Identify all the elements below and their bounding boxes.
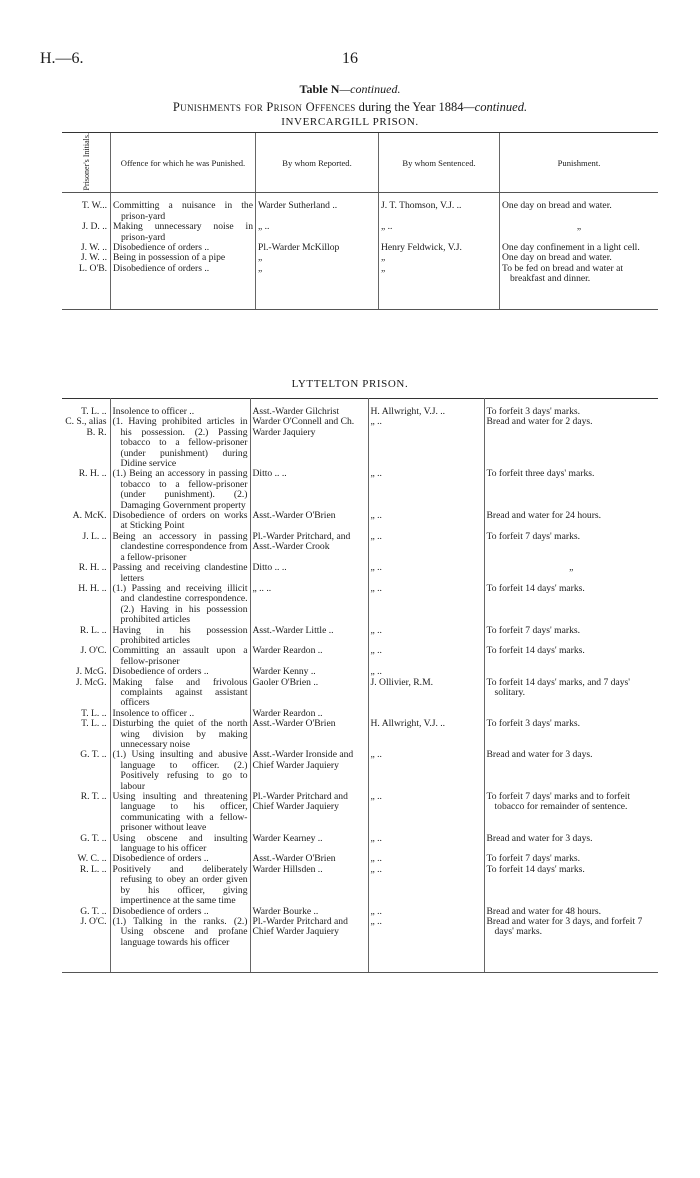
table-row — [62, 917, 658, 948]
cell-sentenced: „ .. — [368, 626, 484, 647]
cell-punishment: Bread and water for 3 days, and forfeit 7 days' marks. — [484, 917, 658, 948]
cell-reported: Asst.-Warder O'Brien — [250, 719, 368, 750]
cell-initials: J. O'C. — [80, 915, 107, 927]
table-row — [62, 719, 658, 750]
cell-punishment: One day on bread and water. — [500, 253, 659, 263]
cell-reported: Warder Kenny .. — [250, 667, 368, 677]
cell-initials: T. L. .. — [81, 718, 107, 730]
cell-offence: Committing an assault upon a fellow-prisoner — [110, 646, 250, 667]
cell-sentenced: J. Ollivier, R.M. — [368, 678, 484, 709]
cell-punishment: To forfeit 14 days' marks. — [484, 646, 658, 667]
cell-sentenced: „ .. — [368, 667, 484, 677]
cell-offence: Insolence to officer .. — [110, 407, 250, 417]
cell-offence: Committing a nuisance in the prison-yard — [111, 201, 256, 222]
table-row — [62, 834, 658, 855]
cell-sentenced: „ .. — [368, 865, 484, 907]
cell-initials: G. T. .. — [80, 749, 107, 761]
table-row — [62, 532, 658, 563]
cell-punishment: Bread and water for 3 days. — [484, 834, 658, 855]
cell-punishment: „ — [484, 563, 658, 584]
cell-sentenced: „ .. — [368, 532, 484, 563]
cell-offence: Making false and frivolous complaints against assistant officers — [110, 678, 250, 709]
cell-sentenced: H. Allwright, V.J. .. — [368, 719, 484, 750]
cell-punishment: To forfeit 14 days' marks, and 7 days' solitary. — [484, 678, 658, 709]
cell-initials: J. O'C. — [80, 645, 107, 657]
cell-sentenced: „ .. — [379, 222, 500, 243]
cell-offence: Having in his possession prohibited articles — [110, 626, 250, 647]
cell-offence: (1.) Being an accessory in passing tobacco to a fellow-prisoner (under punishment). (2.) Damaging Government property — [110, 469, 250, 511]
cell-sentenced: „ .. — [368, 646, 484, 667]
cell-sentenced: „ .. — [368, 417, 484, 469]
cell-reported: Ditto .. .. — [250, 563, 368, 584]
table-row — [62, 792, 658, 834]
cell-sentenced: „ .. — [368, 792, 484, 834]
cell-initials: L. O'B. — [78, 262, 107, 274]
col-offence: Offence for which he was Punished. — [111, 133, 256, 193]
cell-initials: G. T. .. — [80, 832, 107, 844]
cell-punishment: To forfeit 7 days' marks. — [484, 532, 658, 563]
lyttelton-title: LYTTELTON PRISON. — [291, 378, 409, 390]
cell-reported: Asst.-Warder Gilchrist — [250, 407, 368, 417]
cell-punishment: To forfeit 7 days' marks and to forfeit tobacco for remainder of sentence. — [484, 792, 658, 834]
cell-reported: „ .. — [256, 222, 379, 243]
cell-initials: R. L. .. — [79, 863, 107, 875]
cell-initials: J. L. .. — [82, 530, 107, 542]
cell-initials: J. W. .. — [80, 242, 107, 254]
invercargill-table — [62, 132, 658, 310]
col-initials: Prisoner's Initials. — [62, 133, 111, 193]
table-title-italic: —continued. — [339, 82, 401, 96]
table-row — [62, 678, 658, 709]
cell-offence: (1.) Passing and receiving illicit and clandestine correspondence. (2.) Having in his possession prohibited articles — [110, 584, 250, 626]
cell-offence: (1.) Talking in the ranks. (2.) Using obscene and profane language towards his officer — [110, 917, 250, 948]
cell-punishment: To forfeit 3 days' marks. — [484, 719, 658, 750]
cell-reported: Ditto .. .. — [250, 469, 368, 511]
cell-initials: T. L. .. — [81, 406, 107, 417]
cell-sentenced: „ .. — [368, 511, 484, 532]
table-row — [62, 469, 658, 511]
cell-sentenced: Henry Feldwick, V.J. — [379, 243, 500, 253]
cell-offence: Passing and receiving clandestine letters — [110, 563, 250, 584]
table-row — [62, 865, 658, 907]
cell-offence: (1. Having prohibited articles in his possession. (2.) Passing tobacco to a fellow-prisoner (under punishment) during Didine service — [110, 417, 250, 469]
cell-reported: „ .. .. — [250, 584, 368, 626]
cell-punishment — [484, 667, 658, 677]
invercargill-title: INVERCARGILL PRISON. — [281, 116, 419, 128]
cell-reported: Pl.-Warder Pritchard and Chief Warder Jaquiery — [250, 792, 368, 834]
cell-punishment: Bread and water for 2 days. — [484, 417, 658, 469]
subtitle-caps: Punishments for Prison Offences — [172, 100, 356, 114]
subtitle-italic: —continued. — [463, 100, 528, 114]
cell-sentenced: „ .. — [368, 563, 484, 584]
cell-sentenced: „ .. — [368, 907, 484, 917]
table-row — [62, 201, 658, 222]
cell-initials: R. L. .. — [79, 624, 107, 636]
invercargill-rows — [62, 193, 658, 309]
cell-sentenced: „ .. — [368, 750, 484, 792]
cell-initials: R. T. .. — [80, 791, 107, 803]
cell-initials: W. C. .. — [77, 853, 107, 865]
cell-sentenced: „ .. — [368, 917, 484, 948]
cell-punishment: To forfeit three days' marks. — [484, 469, 658, 511]
table-row — [62, 264, 658, 285]
table-title — [0, 82, 700, 97]
cell-initials: J. W. .. — [80, 252, 107, 264]
table-row — [62, 222, 658, 243]
cell-offence: Disobedience of orders .. — [110, 667, 250, 677]
cell-punishment: One day on bread and water. — [500, 201, 659, 222]
cell-offence: Disobedience of orders .. — [111, 264, 256, 285]
cell-reported: Warder Sutherland .. — [256, 201, 379, 222]
cell-offence: Disobedience of orders on works at Sticking Point — [110, 511, 250, 532]
col-punishment: Punishment. — [500, 133, 659, 193]
cell-sentenced: „ .. — [368, 834, 484, 855]
cell-offence: Disobedience of orders .. — [110, 854, 250, 864]
cell-initials: R. H. .. — [78, 468, 107, 480]
cell-punishment: Bread and water for 48 hours. — [484, 907, 658, 917]
table-row — [62, 584, 658, 626]
page-number: 16 — [342, 50, 358, 67]
cell-punishment: Bread and water for 3 days. — [484, 750, 658, 792]
cell-offence: Being in possession of a pipe — [111, 253, 256, 263]
cell-punishment: Bread and water for 24 hours. — [484, 511, 658, 532]
cell-reported: Gaoler O'Brien .. — [250, 678, 368, 709]
cell-reported: Asst.-Warder O'Brien — [250, 854, 368, 864]
col-sentenced: By whom Sentenced. — [379, 133, 500, 193]
cell-initials: J. D. .. — [81, 221, 107, 233]
cell-offence: (1.) Using insulting and abusive language to officer. (2.) Positively refusing to go to labour — [110, 750, 250, 792]
cell-initials: C. S., alias B. R. — [65, 416, 107, 438]
cell-punishment: To forfeit 7 days' marks. — [484, 626, 658, 647]
cell-reported: „ — [256, 253, 379, 263]
cell-sentenced: H. Allwright, V.J. .. — [368, 407, 484, 417]
cell-offence: Making unnecessary noise in prison-yard — [111, 222, 256, 243]
cell-offence: Disturbing the quiet of the north wing division by making unnecessary noise — [110, 719, 250, 750]
cell-offence: Disobedience of orders .. — [111, 243, 256, 253]
cell-punishment: One day confinement in a light cell. — [500, 243, 659, 253]
cell-initials: H. H. .. — [78, 582, 107, 594]
cell-initials: J. McG. — [75, 676, 107, 688]
cell-initials: T. L. .. — [81, 707, 107, 719]
cell-offence: Insolence to officer .. — [110, 709, 250, 719]
cell-punishment: To forfeit 7 days' marks. — [484, 854, 658, 864]
cell-offence: Being an accessory in passing clandestine correspondence from a fellow-prisoner — [110, 532, 250, 563]
table-row — [62, 511, 658, 532]
cell-sentenced: „ — [379, 264, 500, 285]
col-reported: By whom Reported. — [256, 133, 379, 193]
cell-reported: „ — [256, 264, 379, 285]
cell-reported: Pl.-Warder McKillop — [256, 243, 379, 253]
cell-reported: Asst.-Warder Ironside and Chief Warder Jaquiery — [250, 750, 368, 792]
cell-punishment: To forfeit 3 days' marks. — [484, 407, 658, 417]
cell-punishment: To forfeit 14 days' marks. — [484, 865, 658, 907]
cell-sentenced: „ — [379, 253, 500, 263]
cell-offence: Using insulting and threatening language to his officer, communicating with a fellow-prisoner without leave — [110, 792, 250, 834]
cell-offence: Disobedience of orders .. — [110, 907, 250, 917]
cell-punishment: To be fed on bread and water at breakfast and dinner. — [500, 264, 659, 285]
cell-reported: Warder Reardon .. — [250, 646, 368, 667]
cell-reported: Warder Hillsden .. — [250, 865, 368, 907]
cell-reported: Pl.-Warder Pritchard and Chief Warder Jaquiery — [250, 917, 368, 948]
cell-sentenced: „ .. — [368, 584, 484, 626]
cell-initials: T. W... — [81, 200, 107, 212]
table-row — [62, 626, 658, 647]
cell-initials: G. T. .. — [80, 905, 107, 917]
cell-reported: Warder Kearney .. — [250, 834, 368, 855]
table-row — [62, 667, 658, 677]
cell-reported: Asst.-Warder Little .. — [250, 626, 368, 647]
table-subtitle — [0, 100, 700, 115]
cell-offence: Using obscene and insulting language to his officer — [110, 834, 250, 855]
cell-reported: Pl.-Warder Pritchard, and Asst.-Warder Crook — [250, 532, 368, 563]
cell-initials: A. McK. — [72, 510, 107, 522]
cell-initials: R. H. .. — [78, 562, 107, 574]
cell-sentenced: „ .. — [368, 854, 484, 864]
table-row — [62, 750, 658, 792]
cell-initials: J. McG. — [75, 666, 107, 678]
cell-sentenced: J. T. Thomson, V.J. .. — [379, 201, 500, 222]
table-row — [62, 646, 658, 667]
table-row — [62, 417, 658, 469]
cell-sentenced: „ .. — [368, 469, 484, 511]
lyttelton-rows — [62, 399, 658, 973]
cell-punishment: „ — [500, 222, 659, 243]
lyttelton-table — [62, 398, 658, 973]
subtitle-plain: during the Year 1884 — [355, 100, 464, 114]
cell-offence: Positively and deliberately refusing to obey an order given by his officer, giving impertinence at the same time — [110, 865, 250, 907]
report-code: H.—6. — [40, 50, 84, 67]
cell-reported: Asst.-Warder O'Brien — [250, 511, 368, 532]
cell-reported: Warder O'Connell and Ch. Warder Jaquiery — [250, 417, 368, 469]
cell-punishment: To forfeit 14 days' marks. — [484, 584, 658, 626]
cell-reported: Warder Reardon .. — [250, 709, 368, 719]
table-title-bold: Table N — [299, 82, 340, 96]
table-row — [62, 563, 658, 584]
cell-reported: Warder Bourke .. — [250, 907, 368, 917]
